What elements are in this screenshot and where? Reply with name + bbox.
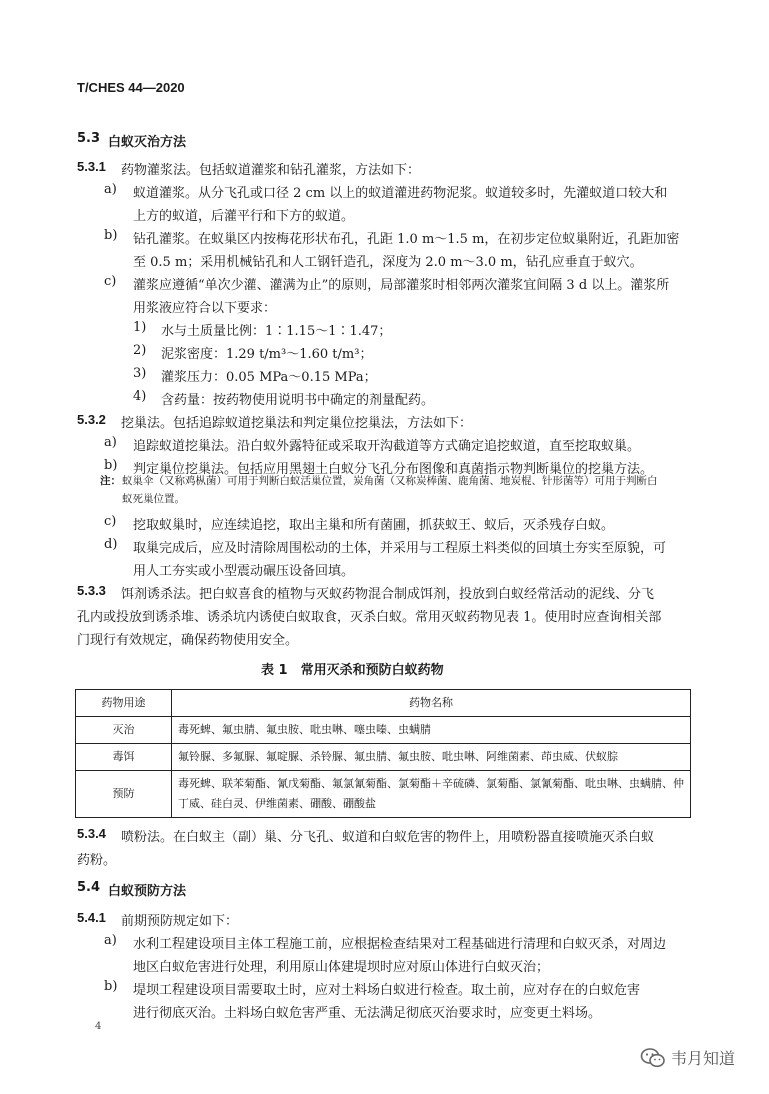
clause-5-3-4-line-2: 药粉。 — [77, 853, 117, 868]
item-a3-mark: a) — [104, 933, 117, 948]
table-header-row — [76, 690, 691, 717]
clause-5-3-3-line-3: 门现行有效规定，确保药物使用安全。 — [77, 633, 299, 648]
item-b3-line-2: 进行彻底灭治。土料场白蚁危害严重、无法满足彻底灭治要求时，应变更土料场。 — [133, 1006, 602, 1021]
item-c2-mark: c) — [104, 514, 117, 529]
clause-5-3-3-line-2: 孔内或投放到诱杀堆、诱杀坑内诱使白蚁取食，灭杀白蚁。常用灭蚁药物见表 1。使用时应查询相关部 — [77, 610, 662, 625]
item-d2-line-2: 用人工夯实或小型震动碾压设备回填。 — [133, 564, 355, 579]
clause-5-3-1-number: 5.3.1 — [77, 159, 106, 174]
item-b3-mark: b) — [104, 979, 118, 994]
clause-5-3-4-line-1: 喷粉法。在白蚁主（副）巢、分飞孔、蚁道和白蚁危害的物件上，用喷粉器直接喷施灭杀白蚁 — [121, 830, 655, 845]
table-header-name: 药物名称 — [172, 690, 691, 717]
note-line-1: 蚁巢伞（又称鸡枞菌）可用于判断白蚁活巢位置，炭角菌（又称炭棒菌、鹿角菌、地炭棍、针形菌等）可用于判断白 — [122, 475, 658, 487]
section-5-3-number: 5.3 — [77, 131, 101, 146]
sub-item-2-mark: 2) — [133, 343, 147, 358]
section-5-4-number: 5.4 — [77, 880, 101, 895]
table-cell-usage: 预防 — [76, 771, 172, 818]
sub-item-4: 含药量：按药物使用说明书中确定的剂量配药。 — [161, 393, 435, 408]
standard-id: T/CHES 44—2020 — [77, 80, 185, 95]
item-c-mark: c) — [104, 274, 117, 289]
clause-5-3-3-line-1: 饵剂诱杀法。把白蚁喜食的植物与灭蚁药物混合制成饵剂，投放到白蚁经常活动的泥线、分飞 — [121, 587, 655, 602]
table-header-usage: 药物用途 — [76, 690, 172, 717]
section-5-3-title: 白蚁灭治方法 — [108, 135, 187, 150]
table-cell-drugs: 氟铃脲、多氟脲、氟啶脲、杀铃脲、氟虫腈、氟虫胺、吡虫啉、阿维菌素、茚虫威、伏蚁腙 — [172, 744, 691, 771]
item-c-line-1: 灌浆应遵循“单次少灌、灌满为止”的原则，局部灌浆时相邻两次灌浆宜间隔 3 d 以上。灌浆所 — [133, 278, 670, 293]
table-cell-drugs: 毒死蜱、氟虫腈、氟虫胺、吡虫啉、噻虫嗪、虫螨腈 — [172, 717, 691, 744]
section-5-4-title: 白蚁预防方法 — [108, 884, 187, 899]
wechat-icon — [640, 1047, 666, 1069]
sub-item-1: 水与土质量比例：1∶1.15～1∶1.47； — [161, 324, 392, 339]
item-b2-mark: b) — [104, 458, 118, 473]
table-1-caption: 表 1 常用灭杀和预防白蚁药物 — [261, 663, 444, 678]
item-b-line-2: 至 0.5 m；采用机械钻孔和人工钢钎造孔，深度为 2.0 m～3.0 m，钻孔应垂直于蚁穴。 — [133, 255, 643, 270]
watermark — [640, 1046, 735, 1069]
table-cell-drugs: 毒死蜱、联苯菊酯、氰戊菊酯、氟氯氰菊酯、氯菊酯＋辛硫磷、氯菊酯、氯氰菊酯、吡虫啉、虫螨腈、仲丁威、硅白灵、伊维菌素、硼酸、硼酸盐 — [172, 771, 691, 818]
table-1 — [75, 689, 691, 818]
clause-5-3-3-number: 5.3.3 — [77, 583, 106, 598]
item-a3-line-1: 水利工程建设项目主体工程施工前，应根据检查结果对工程基础进行清理和白蚁灭杀，对周边 — [133, 937, 667, 952]
item-a3-line-2: 地区白蚁危害进行处理，利用原山体建堤坝时应对原山体进行白蚁灭治； — [133, 960, 550, 975]
clause-5-3-4-number: 5.3.4 — [77, 826, 106, 841]
table-row — [76, 717, 691, 744]
watermark-text: 韦月知道 — [671, 1049, 736, 1068]
sub-item-4-mark: 4) — [133, 389, 147, 404]
sub-item-1-mark: 1) — [133, 320, 147, 335]
item-b-mark: b) — [104, 228, 118, 243]
item-a2-mark: a) — [104, 435, 117, 450]
item-a-line-2: 上方的蚁道，后灌平行和下方的蚁道。 — [133, 209, 355, 224]
clause-5-4-1-text: 前期预防规定如下： — [121, 914, 239, 929]
item-b-line-1: 钻孔灌浆。在蚁巢区内按梅花形状布孔，孔距 1.0 m～1.5 m，在初步定位蚁巢附近，孔距加密 — [133, 232, 680, 247]
item-a2: 追踪蚁道挖巢法。沿白蚁外露特征或采取开沟截道等方式确定追挖蚁道，直至挖取蚁巢。 — [133, 439, 641, 454]
table-cell-usage: 毒饵 — [76, 744, 172, 771]
note-label: 注： — [100, 475, 121, 487]
table-row — [76, 771, 691, 818]
table-cell-usage: 灭治 — [76, 717, 172, 744]
clause-5-3-2-text: 挖巢法。包括追踪蚁道挖巢法和判定巢位挖巢法，方法如下： — [121, 416, 473, 431]
item-b3-line-1: 堤坝工程建设项目需要取土时，应对土料场白蚁进行检查。取土前，应对存在的白蚁危害 — [133, 983, 641, 998]
page-number: 4 — [95, 1021, 102, 1032]
sub-item-3-mark: 3) — [133, 366, 147, 381]
table-row — [76, 744, 691, 771]
item-a-line-1: 蚁道灌浆。从分飞孔或口径 2 cm 以上的蚁道灌进药物泥浆。蚁道较多时，先灌蚁道口较大和 — [133, 186, 668, 201]
item-a-mark: a) — [104, 182, 117, 197]
sub-item-2: 泥浆密度：1.29 t/m³～1.60 t/m³； — [161, 347, 373, 362]
sub-item-3: 灌浆压力：0.05 MPa～0.15 MPa； — [161, 370, 377, 385]
item-d2-line-1: 取巢完成后，应及时清除周围松动的土体，并采用与工程原土料类似的回填土夯实至原貌，可 — [133, 541, 667, 556]
item-d2-mark: d) — [104, 537, 118, 552]
clause-5-4-1-number: 5.4.1 — [77, 910, 106, 925]
clause-5-3-1-text: 药物灌浆法。包括蚁道灌浆和钻孔灌浆，方法如下： — [121, 163, 421, 178]
clause-5-3-2-number: 5.3.2 — [77, 412, 106, 427]
item-b2: 判定巢位挖巢法。包括应用黑翅土白蚁分飞孔分布图像和真菌指示物判断巢位的挖巢方法。 — [133, 462, 654, 477]
item-c2: 挖取蚁巢时，应连续追挖，取出主巢和所有菌圃，抓获蚁王、蚁后，灭杀残存白蚁。 — [133, 518, 615, 533]
item-c-line-2: 用浆液应符合以下要求： — [133, 301, 277, 316]
note-line-2: 蚁死巢位置。 — [122, 493, 185, 505]
